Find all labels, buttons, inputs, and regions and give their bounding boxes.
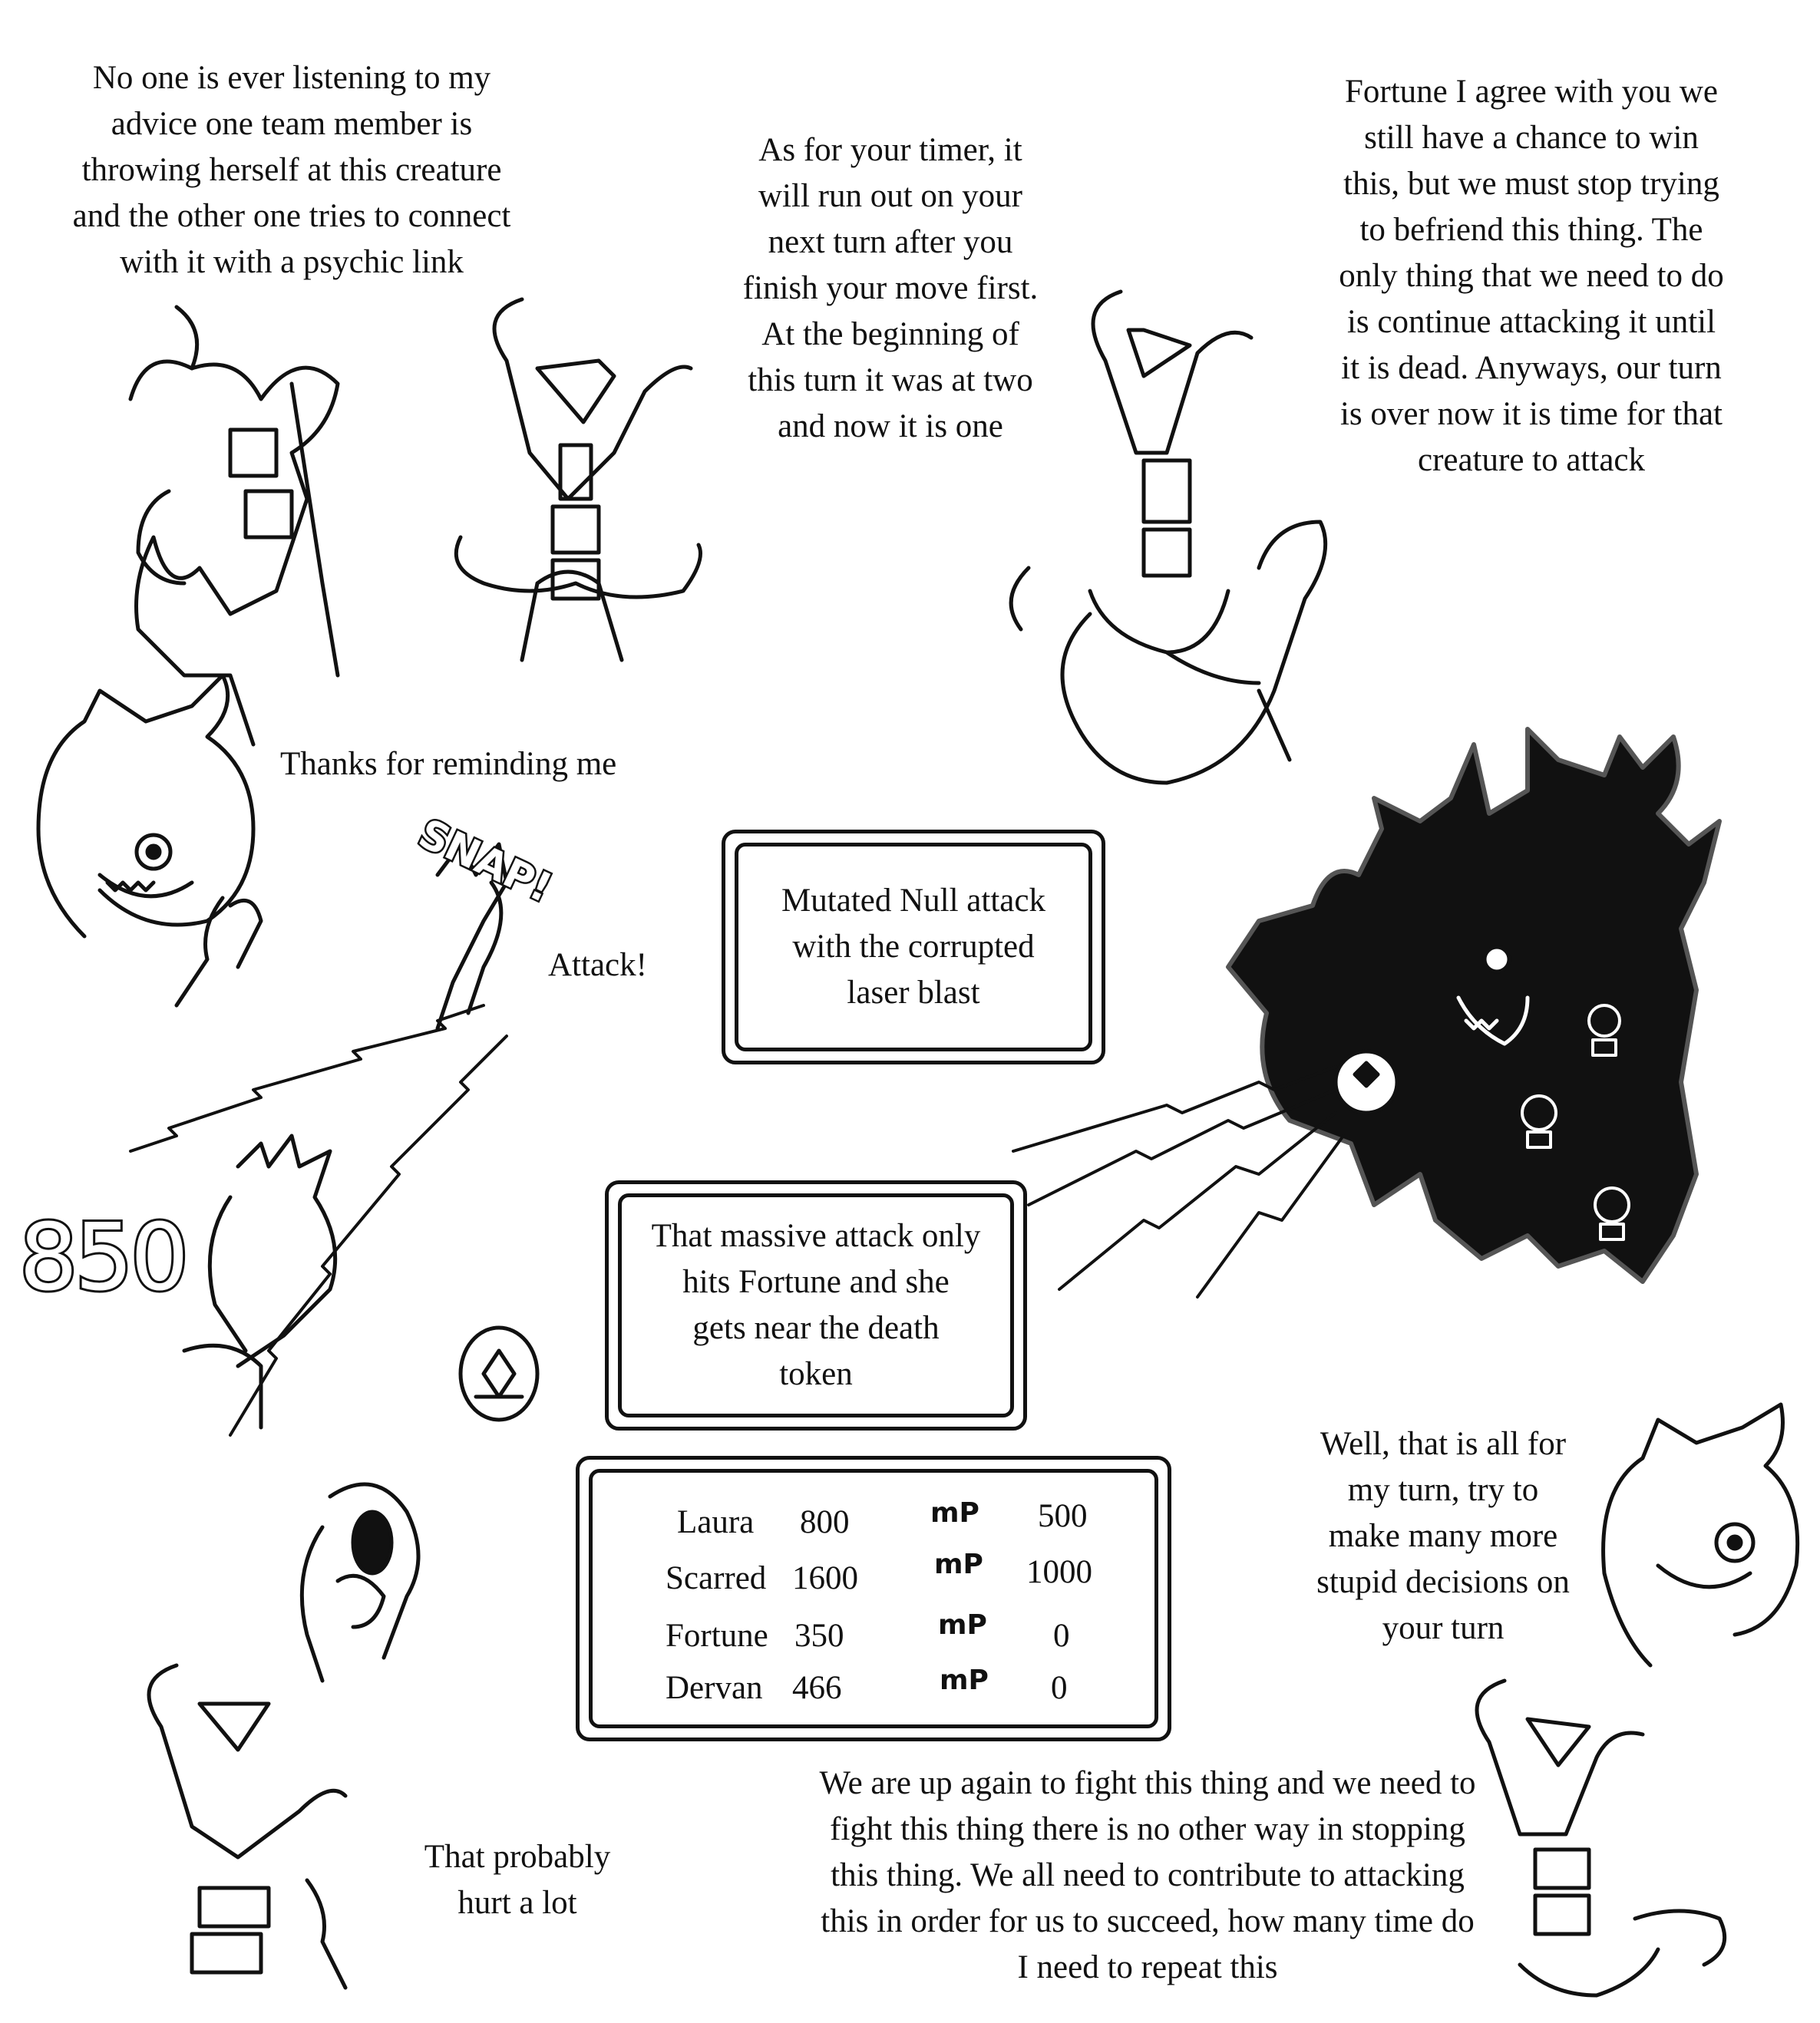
- stat-mp: 0: [1053, 1618, 1070, 1654]
- narration-box-mutated: [722, 830, 1105, 1064]
- stats-row-dervan: [639, 1665, 1124, 1723]
- stat-name: Dervan: [666, 1670, 763, 1706]
- stat-name: Laura: [677, 1504, 755, 1540]
- narration-line: That massive attack only: [651, 1218, 981, 1254]
- narration-line: Mutated Null attack: [781, 883, 1045, 919]
- speech-line: We are up again to fight this thing and we need to: [819, 1765, 1476, 1801]
- speech-line: it is dead. Anyways, our turn: [1341, 350, 1722, 386]
- speech-line: and now it is one: [778, 408, 1003, 444]
- speech-line: stupid decisions on: [1316, 1564, 1570, 1600]
- speech-line: No one is ever listening to my: [92, 60, 491, 96]
- character-face-2-drawing: [1604, 1404, 1798, 1665]
- stat-mp: 500: [1038, 1498, 1088, 1534]
- speech-up-again: [768, 1761, 1528, 1991]
- character-face-drawing: [38, 675, 261, 1005]
- speech-fortune-agree: [1290, 69, 1773, 483]
- speech-advice: [31, 55, 553, 285]
- speech-thanks: Thanks for reminding me: [280, 746, 617, 782]
- narration-line: laser blast: [847, 975, 980, 1011]
- sfx-damage-850: 850: [19, 1205, 187, 1312]
- speech-line: next turn after you: [768, 224, 1013, 260]
- speech-line: throwing herself at this creature: [81, 152, 502, 188]
- death-token-drawing: [461, 1328, 537, 1420]
- speech-line: to befriend this thing. The: [1359, 212, 1703, 248]
- speech-hurt: [364, 1834, 671, 1926]
- stat-hp: 466: [792, 1670, 842, 1706]
- speech-timer: [691, 127, 1090, 450]
- speech-well: [1259, 1421, 1627, 1652]
- speech-line: Well, that is all for: [1320, 1426, 1567, 1462]
- speech-line: Fortune I agree with you we: [1345, 74, 1718, 110]
- hit-streak-lines: [130, 1005, 507, 1435]
- speech-line: finish your move first.: [742, 270, 1039, 306]
- speech-line: will run out on your: [758, 178, 1022, 214]
- speech-line: this, but we must stop trying: [1343, 166, 1719, 202]
- stat-hp: 1600: [792, 1560, 858, 1596]
- speech-line: make many more: [1328, 1518, 1558, 1554]
- speech-line: is over now it is time for that: [1339, 396, 1723, 432]
- speech-line: this thing. We all need to contribute to attacking: [831, 1857, 1465, 1893]
- stats-row-fortune: [639, 1609, 1124, 1671]
- speech-line: only thing that we need to do: [1339, 258, 1724, 294]
- speech-line: As for your timer, it: [758, 132, 1022, 168]
- mutated-null-creature-drawing: [1228, 729, 1719, 1282]
- speech-line: this in order for us to succeed, how many time do: [821, 1903, 1475, 1939]
- speech-line: still have a chance to win: [1364, 120, 1699, 156]
- speech-line: your turn: [1382, 1610, 1505, 1646]
- stat-name: Fortune: [666, 1618, 768, 1654]
- character-horned-1-drawing: [130, 307, 338, 744]
- speech-line: this turn it was at two: [748, 362, 1033, 398]
- stats-row-laura: [639, 1497, 1124, 1557]
- stat-mp-label: mP: [940, 1665, 989, 1696]
- narration-line: gets near the death: [692, 1310, 940, 1346]
- stat-mp: 0: [1051, 1670, 1068, 1706]
- speech-line: At the beginning of: [761, 316, 1019, 352]
- character-horned-2-drawing: [456, 299, 700, 660]
- speech-line: hurt a lot: [457, 1885, 577, 1921]
- narration-box-massive: [605, 1180, 1027, 1431]
- character-horned-3-drawing: [149, 1665, 345, 1988]
- character-facepalm-drawing: [302, 1484, 418, 1681]
- narration-line: token: [779, 1356, 853, 1392]
- speech-line: my turn, try to: [1347, 1472, 1539, 1508]
- stat-mp-label: mP: [934, 1549, 983, 1580]
- speech-line: fight this thing there is no other way in stopping: [830, 1811, 1465, 1847]
- speech-line: and the other one tries to connect: [72, 198, 511, 234]
- speech-line: advice one team member is: [111, 106, 473, 142]
- speech-line: I need to repeat this: [1017, 1949, 1278, 1985]
- speech-attack: Attack!: [548, 947, 647, 983]
- speech-line: is continue attacking it until: [1346, 304, 1716, 340]
- stats-row-scarred: [639, 1549, 1124, 1613]
- stat-hp: 800: [800, 1504, 850, 1540]
- speech-line: creature to attack: [1417, 442, 1646, 478]
- stat-name: Scarred: [666, 1560, 767, 1596]
- character-hit-drawing: [184, 1136, 335, 1427]
- stat-mp-label: mP: [938, 1609, 987, 1641]
- party-stats-box: [576, 1456, 1171, 1741]
- narration-line: with the corrupted: [792, 929, 1035, 965]
- stat-mp: 1000: [1026, 1554, 1092, 1590]
- speech-line: with it with a psychic link: [120, 244, 464, 280]
- narration-line: hits Fortune and she: [682, 1264, 950, 1300]
- stat-mp-label: mP: [930, 1497, 979, 1529]
- sfx-snap: SNAP!: [411, 810, 559, 912]
- speech-line: That probably: [424, 1839, 611, 1875]
- stat-hp: 350: [794, 1618, 844, 1654]
